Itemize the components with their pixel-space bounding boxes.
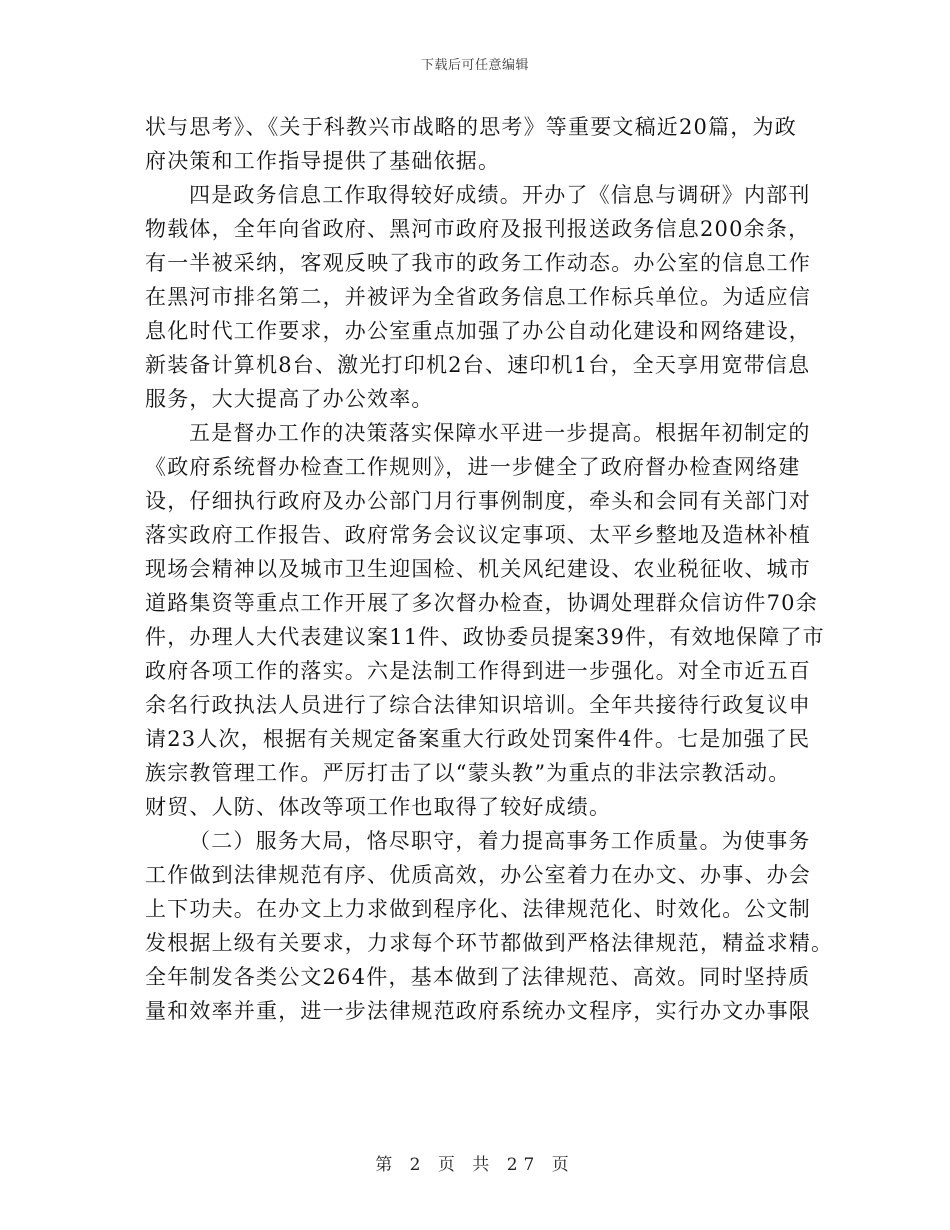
text-line: 量和效率并重，进一步法律规范政府系统办文程序，实行办文办事限: [145, 999, 811, 1023]
text-line: 工作做到法律规范有序、优质高效，办公室着力在办文、办事、办会: [145, 863, 811, 887]
text-line: 服务，大大提高了办公效率。: [145, 387, 434, 411]
text-line: （二）服务大局，恪尽职守，着力提高事务工作质量。为使事务: [189, 829, 811, 853]
page-footer: 第 2 页 共 27 页: [375, 1155, 575, 1175]
text-line: 道路集资等重点工作开展了多次督办检查，协调处理群众信访件70余: [145, 591, 818, 615]
text-line: 五是督办工作的决策落实保障水平进一步提高。根据年初制定的: [189, 421, 811, 445]
text-line: 息化时代工作要求，办公室重点加强了办公自动化建设和网络建设，: [145, 319, 811, 343]
text-line: 四是政务信息工作取得较好成绩。开办了《信息与调研》内部刊: [189, 183, 811, 207]
text-line: 落实政府工作报告、政府常务会议议定事项、太平乡整地及造林补植: [145, 523, 811, 547]
text-line: 件，办理人大代表建议案11件、政协委员提案39件，有效地保障了市: [145, 625, 825, 649]
text-line: 上下功夫。在办文上力求做到程序化、法律规范化、时效化。公文制: [145, 897, 811, 921]
text-line: 府决策和工作指导提供了基础依据。: [145, 149, 501, 173]
text-line: 余名行政执法人员进行了综合法律知识培训。全年共接待行政复议申: [145, 693, 811, 717]
text-line: 在黑河市排名第二，并被评为全省政务信息工作标兵单位。为适应信: [145, 285, 811, 309]
text-line: 全年制发各类公文264件，基本做到了法律规范、高效。同时坚持质: [145, 965, 811, 989]
text-line: 《政府系统督办检查工作规则》，进一步健全了政府督办检查网络建: [145, 455, 801, 479]
text-line: 新装备计算机8台、激光打印机2台、速印机1台，全天享用宽带信息: [145, 353, 811, 377]
text-line: 物载体，全年向省政府、黑河市政府及报刊报送政务信息200余条，: [145, 217, 811, 241]
page-header: 下载后可任意编辑: [420, 58, 529, 73]
text-line: 政府各项工作的落实。六是法制工作得到进一步强化。对全市近五百: [145, 659, 811, 683]
text-line: 财贸、人防、体改等项工作也取得了较好成绩。: [145, 795, 612, 819]
body-text: [145, 110, 834, 1028]
text-line: 状与思考》、《关于科教兴市战略的思考》等重要文稿近20篇，为政: [145, 115, 797, 139]
text-line: 请23人次，根据有关规定备案重大行政处罚案件4件。七是加强了民: [145, 727, 811, 751]
text-line: 发根据上级有关要求，力求每个环节都做到严格法律规范，精益求精。: [145, 931, 834, 955]
text-line: 设，仔细执行政府及办公部门月行事例制度，牵头和会同有关部门对: [145, 489, 811, 513]
text-line: 有一半被采纳，客观反映了我市的政务工作动态。办公室的信息工作: [145, 251, 811, 275]
text-line: 族宗教管理工作。严厉打击了以“蒙头教”为重点的非法宗教活动。: [145, 761, 791, 785]
text-line: 现场会精神以及城市卫生迎国检、机关风纪建设、农业税征收、城市: [145, 557, 811, 581]
